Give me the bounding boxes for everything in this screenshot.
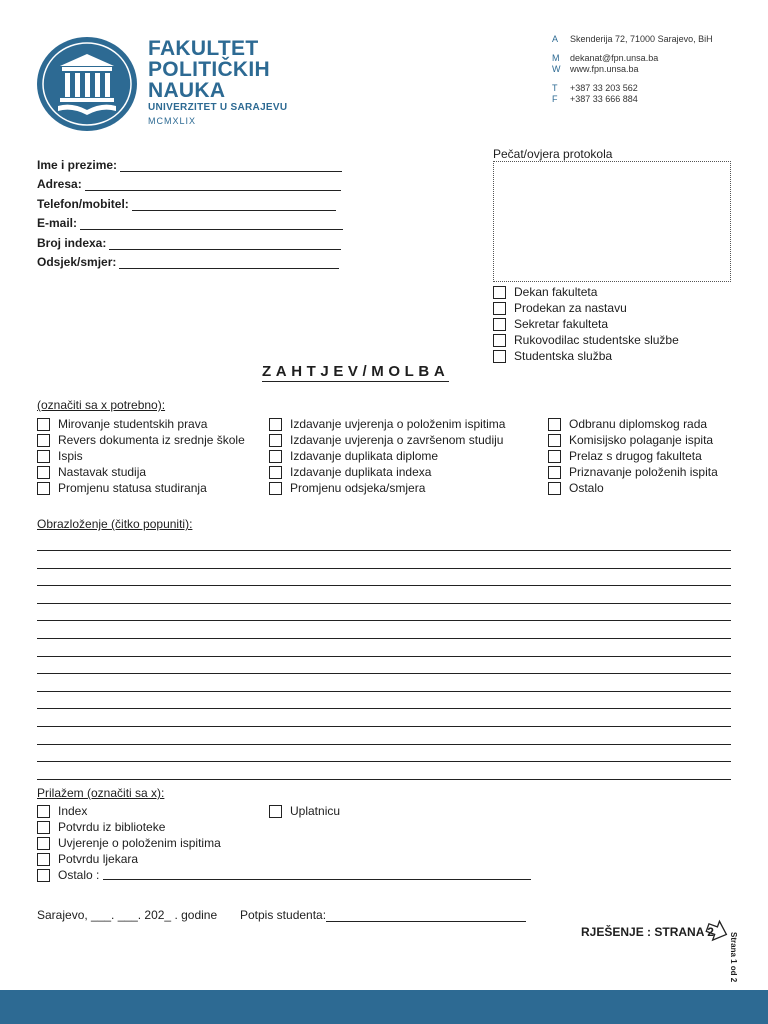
reasoning-label: Obrazloženje (čitko popuniti): [37,517,193,531]
attachment-option: Uplatnicu [269,803,340,819]
checkbox[interactable] [269,418,282,431]
arrow-right-icon [704,918,730,944]
checkbox[interactable] [269,450,282,463]
reasoning-line[interactable] [37,691,731,692]
request-option: Ispis [37,448,245,464]
checkbox[interactable] [269,805,282,818]
reasoning-line[interactable] [37,656,731,657]
phone-field: Telefon/mobitel: [37,197,336,211]
reasoning-line[interactable] [37,550,731,551]
checkbox[interactable] [269,466,282,479]
checkbox[interactable] [37,805,50,818]
checkbox[interactable] [37,837,50,850]
checkbox[interactable] [493,302,506,315]
attachments-col2 [269,803,340,819]
attachment-option: Potvrdu iz biblioteke [37,819,531,835]
reasoning-line[interactable] [37,708,731,709]
reasoning-line[interactable] [37,638,731,639]
faculty-name-line2: POLITIČKIH [148,58,270,81]
checkbox[interactable] [493,286,506,299]
attachment-other: Ostalo : [37,867,531,883]
attachment-option: Potvrdu ljekara [37,851,531,867]
address-input-line[interactable] [85,179,341,191]
university-name: UNIVERZITET U SARAJEVU [148,102,288,113]
recipient-list [493,284,679,364]
checkbox[interactable] [269,482,282,495]
checkbox[interactable] [37,450,50,463]
attachments-label: Prilažem (označiti sa x): [37,786,165,800]
name-field: Ime i prezime: [37,158,342,172]
contact-address: A Skenderija 72, 71000 Sarajevo, BiH [552,34,713,44]
request-option: Prelaz s drugog fakulteta [548,448,718,464]
checkbox[interactable] [37,482,50,495]
recipient-item: Prodekan za nastavu [493,300,679,316]
request-option: Nastavak studija [37,464,245,480]
footer-bar [0,990,768,1024]
request-option: Promjenu odsjeka/smjera [269,480,505,496]
stamp-box [493,161,731,282]
faculty-name-line1: FAKULTET [148,37,259,60]
reasoning-line[interactable] [37,568,731,569]
checkbox[interactable] [37,821,50,834]
checkbox[interactable] [548,482,561,495]
contact-block [552,34,713,105]
checkbox[interactable] [548,466,561,479]
checkbox[interactable] [548,434,561,447]
checkbox[interactable] [493,334,506,347]
checkbox[interactable] [37,466,50,479]
request-option: Ostalo [548,480,718,496]
address-field: Adresa: [37,177,341,191]
email-input-line[interactable] [80,218,343,230]
request-options-col3 [548,416,718,496]
checkbox[interactable] [493,350,506,363]
checkbox[interactable] [37,853,50,866]
request-option: Odbranu diplomskog rada [548,416,718,432]
request-options-col1 [37,416,245,496]
reasoning-line[interactable] [37,585,731,586]
checkbox[interactable] [269,434,282,447]
reasoning-line[interactable] [37,761,731,762]
stamp-label: Pečat/ovjera protokola [493,147,613,161]
other-input-line[interactable] [103,870,531,880]
index-input-line[interactable] [109,238,341,250]
request-option: Izdavanje uvjerenja o položenim ispitima [269,416,505,432]
department-input-line[interactable] [119,257,339,269]
request-options-col2 [269,416,505,496]
decision-note: RJEŠENJE : STRANA 2 [581,925,714,939]
request-option: Komisijsko polaganje ispita [548,432,718,448]
signature-line[interactable] [326,910,526,922]
reasoning-line[interactable] [37,726,731,727]
reasoning-line[interactable] [37,620,731,621]
request-option: Promjenu statusa studiranja [37,480,245,496]
request-option: Revers dokumenta iz srednje škole [37,432,245,448]
faculty-name [148,38,270,101]
contact-web: W www.fpn.unsa.ba [552,64,639,74]
phone-input-line[interactable] [132,199,336,211]
email-field: E-mail: [37,216,343,230]
department-field: Odsjek/smjer: [37,255,339,269]
reasoning-line[interactable] [37,673,731,674]
signature-field: Potpis studenta: [240,908,526,922]
contact-fax: F +387 33 666 884 [552,94,638,104]
attachment-option: Uvjerenje o položenim ispitima [37,835,531,851]
recipient-item: Sekretar fakulteta [493,316,679,332]
checkbox[interactable] [37,418,50,431]
request-instruction: (označiti sa x potrebno): [37,398,166,412]
recipient-item: Rukovodilac studentske službe [493,332,679,348]
reasoning-line[interactable] [37,603,731,604]
faculty-name-line3: NAUKA [148,79,226,102]
request-option: Mirovanje studentskih prava [37,416,245,432]
request-option: Izdavanje uvjerenja o završenom studiju [269,432,505,448]
recipient-item: Studentska služba [493,348,679,364]
request-option: Izdavanje duplikata diplome [269,448,505,464]
checkbox[interactable] [548,418,561,431]
recipient-item: Dekan fakulteta [493,284,679,300]
page-number: Strana 1 od 2 [729,932,738,983]
place-date[interactable]: Sarajevo, ___. ___. 202_ . godine [37,908,218,922]
name-input-line[interactable] [120,160,342,172]
attachment-option: Index [37,803,531,819]
request-option: Izdavanje duplikata indexa [269,464,505,480]
founding-year: MCMXLIX [148,116,197,126]
checkbox[interactable] [37,434,50,447]
contact-phone: T +387 33 203 562 [552,83,638,93]
request-option: Priznavanje položenih ispita [548,464,718,480]
faculty-logo [36,36,138,132]
reasoning-line[interactable] [37,779,731,780]
form-title: ZAHTJEV/MOLBA [262,363,450,380]
checkbox[interactable] [548,450,561,463]
reasoning-line[interactable] [37,744,731,745]
index-field: Broj indexa: [37,236,341,250]
checkbox[interactable] [493,318,506,331]
checkbox[interactable] [37,869,50,882]
contact-email: M dekanat@fpn.unsa.ba [552,53,659,63]
